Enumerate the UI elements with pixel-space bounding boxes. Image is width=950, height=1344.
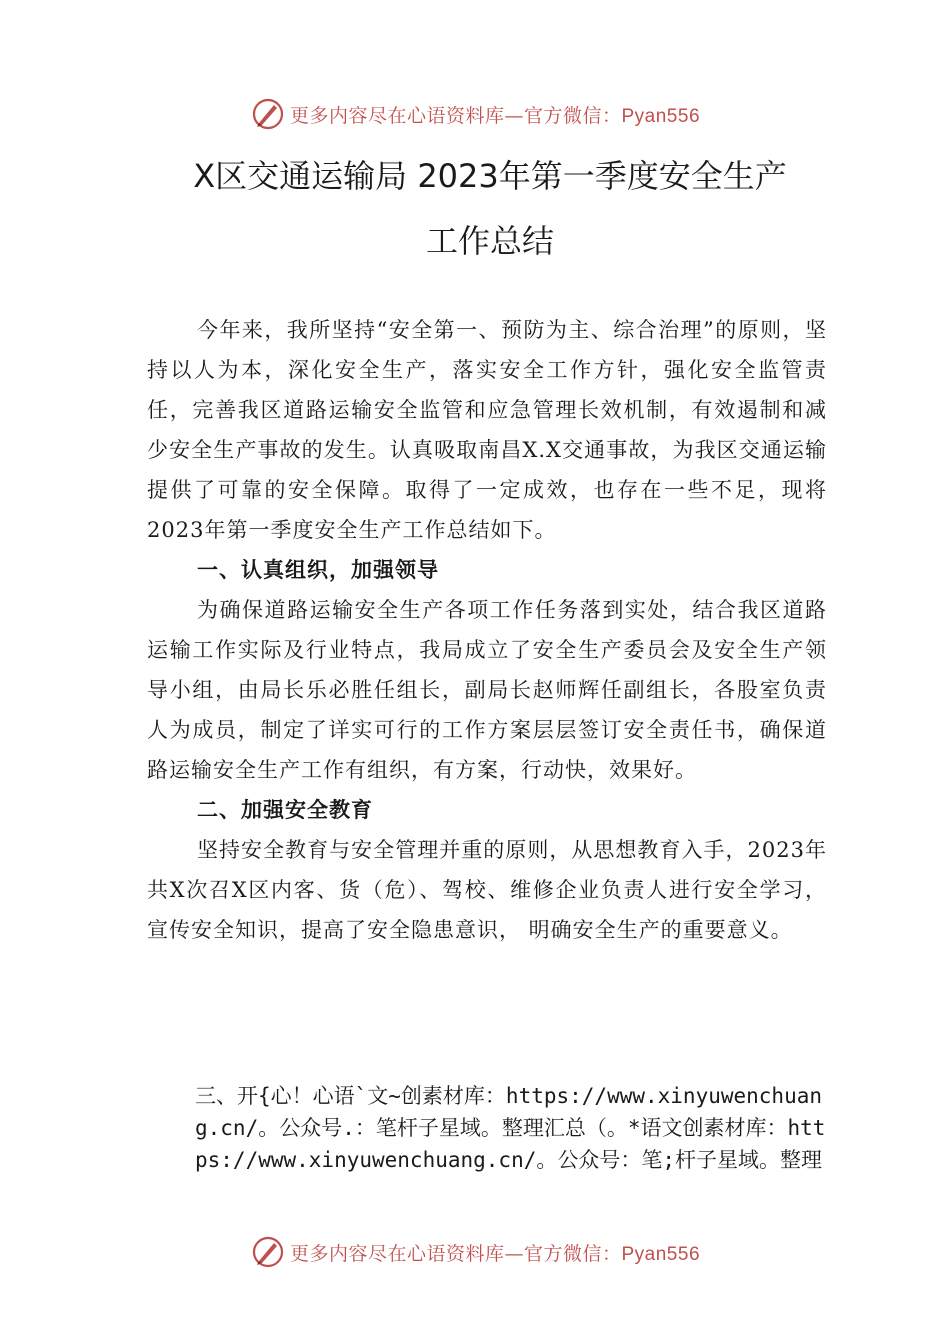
banner-text: 更多内容尽在心语资料库—官方微信：Pyan556 (289, 104, 701, 127)
section1-heading: 一、认真组织，加强领导 (197, 558, 439, 582)
section1-paragraph: 为确保道路运输安全生产各项工作任务落到实处，结合我区道路运输工作实际及行业特点，我局成立了安全生产委员会及安全生产领导小组，由局长乐必胜任组长，副局长赵师辉任副组长，各股室负责人为成员，制定了详实可行的工作方案层层签订安全责任书，确保道路运输安全生产工作有组织，有方案，行动快，效果好。 (147, 598, 827, 782)
section2-paragraph: 坚持安全教育与安全管理并重的原则，从思想教育入手，2023年共X次召X区内客、货（危）、驾校、维修企业负责人进行安全学习，宣传安全知识，提高了安全隐患意识， 明确安全生产的重要意义。 (147, 838, 827, 942)
pen-seal-logo-icon (250, 1234, 286, 1270)
document-title: X区交通运输局 2023年第一季度安全生产 (193, 157, 787, 195)
document-title-line2: 工作总结 (425, 222, 554, 260)
intro-paragraph: 今年来，我所坚持“安全第一、预防为主、综合治理”的原则，坚持以人为本，深化安全生产，落实安全工作方针，强化安全监管责任，完善我区道路运输安全监管和应急管理长效机制，有效遏制和减少安全生产事故的发生。认真吸取南昌X.X交通事故，为我区交通运输提供了可靠的安全保障。取得了一定成效，也存在一些不足，现将2023年第一季度安全生产工作总结如下。 (147, 318, 827, 542)
footer-banner (0, 1232, 950, 1272)
document-body (147, 310, 827, 950)
pen-seal-logo-icon (250, 96, 286, 132)
section2-heading: 二、加强安全教育 (197, 798, 373, 822)
banner-text: 更多内容尽在心语资料库—官方微信：Pyan556 (289, 1242, 701, 1265)
header-banner (0, 94, 950, 134)
section3-watermark-text: 三、开{心！心语`文~创素材库：https://www.xinyuwenchuang.cn/。公众号.：笔杆子星域。整理汇总（。*语文创素材库：https://www.xinyuwenchuang.cn/。公众号：笔;杆子星域。整理 (195, 1084, 826, 1172)
